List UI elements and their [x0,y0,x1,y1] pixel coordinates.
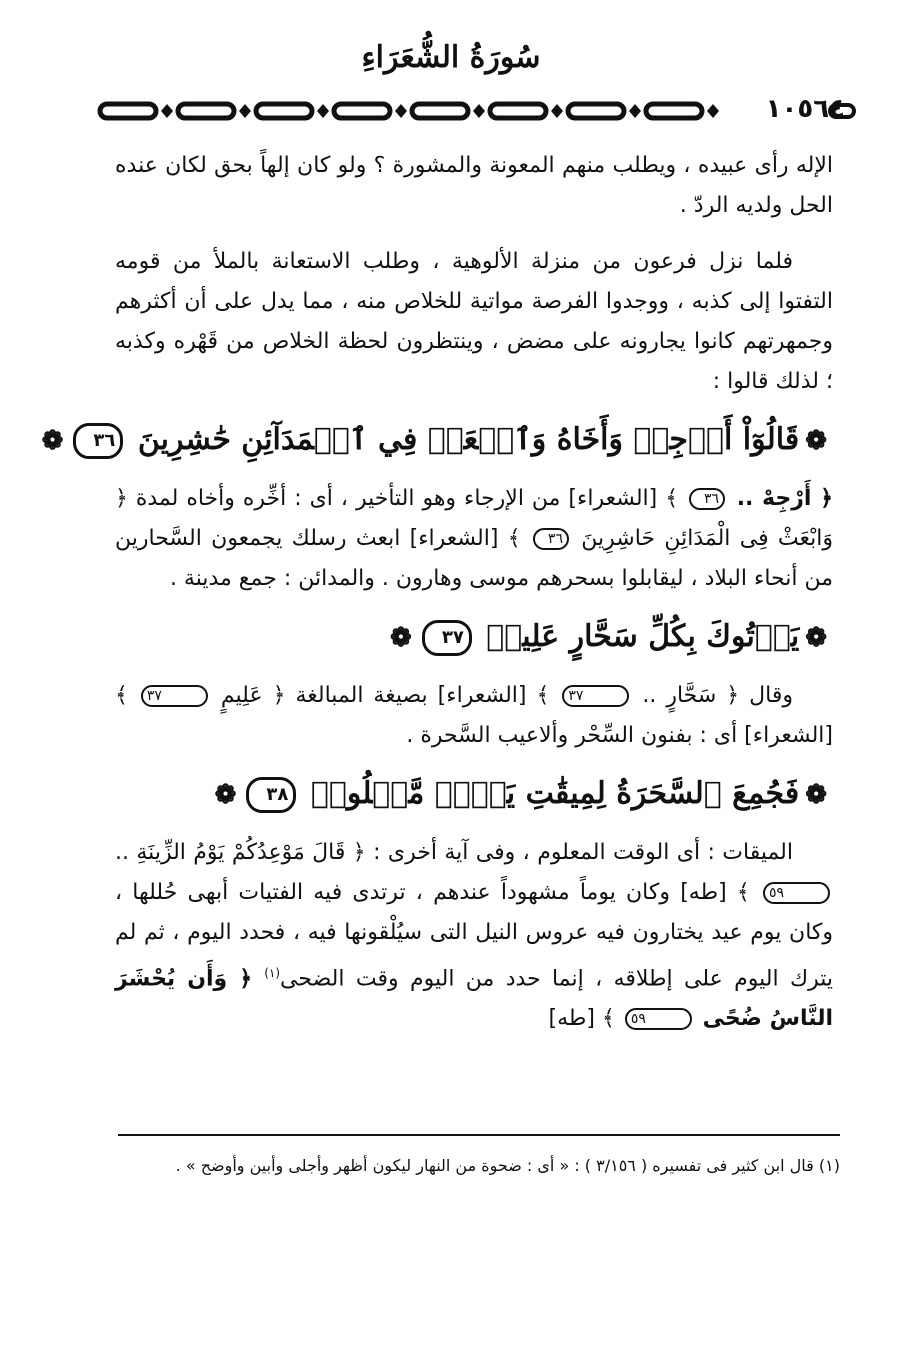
verse-ornament-icon: ❁ [805,426,827,456]
quote-segment: ﴿ وَأَن يُحْشَرَ النَّاسُ ضُحًى [115,966,833,1032]
text-segment: ﴾ [الشعراء] بصيغة المبالغة ﴿ عَلِيمٍ [210,683,560,708]
verse-ornament-icon: ❁ [805,780,827,810]
paragraph-3 [115,479,833,599]
quran-verse-37 [115,609,833,666]
text-segment: ﴾ [الشعراء] أى : بفنون السِّحْر وألاعيب السَّحرة . [115,683,833,748]
quran-verse-38 [115,766,833,823]
verse-ornament-icon: ❁ [390,623,412,653]
text-segment: ﴾ [طه] [548,1006,622,1032]
verse-ornament-icon: ❁ [214,780,237,810]
footnote: (١) قال ابن كثير فى تفسيره ( ٣/١٥٦ ) : « أى : ضحوة من النهار ليكون أظهر وأجلى وأبين وأوضح » . [175,1156,840,1175]
page-number: ١٠٥٦٤ [765,94,845,124]
footnote-marker: (١) [264,966,281,980]
text-segment: ﴾ [طه] وكان يوماً مشهوداً عندهم ، ترتدى فيه الفتيات أبهى حُللها ، وكان يوم عيد يختارون فيه عروس النيل التى سيُلْقونها فيه ، فحدد اليوم ، ثم لم يترك اليوم على إطلاقه ، إنما حدد من اليوم وقت الضحى [115,880,833,992]
decorative-chain-rule [96,98,736,124]
text-segment: ﴾ [الشعراء] من الإرجاء وهو التأخير ، أى : أخِّره وأخاه لمدة ﴿ وَابْعَثْ فِى الْمَدَائِنِ حَاشِرِينَ [115,486,833,551]
paragraph-2: فلما نزل فرعون من منزلة الألوهية ، وطلب الاستعانة بالملأ من قومه التفتوا إلى كذبه ، ووجدوا الفرصة مواتية للخلاص منه ، مما يدل على أن أكثرهم وجمهرتهم كانوا يجارونه على مضض ، وينتظرون لحظة الخلاص من قَهْره وكذبه ؛ لذلك قالوا : [115,249,833,394]
quote-segment: ﴿ أَرْجِهْ .. [728,486,833,511]
paragraph-1: الإله رأى عبيده ، ويطلب منهم المعونة والمشورة ؟ ولو كان إلهاً بحق لكان عنده الحل ولديه الردّ . [115,153,833,218]
verse-ornament-icon: ❁ [41,426,64,456]
page-number-ornament [828,102,858,120]
ayah-number-37: ٣٧ [422,620,472,656]
ayah-ref-number: ٣٧ [141,685,208,707]
surah-title: سُورَةُ الشُّعَرَاءِ [361,40,541,75]
verse-ornament-icon: ❁ [805,623,827,653]
quran-verse-36 [41,412,833,469]
verse-38-text: فَجُمِعَ ٱلسَّحَرَةُ لِمِيقَٰتِ يَوۡمٖ مَّعۡلُومٖ [310,776,800,811]
verse-37-text: يَأۡتُوكَ بِكُلِّ سَحَّارٍ عَلِيمٖ [486,619,800,654]
ayah-ref-number: ٥٩ [625,1008,692,1030]
footnote-divider [118,1134,840,1136]
verse-36-text: قَالُوٓاْ أَرۡجِهۡ وَأَخَاهُ وَٱبۡعَثۡ فِي ٱلۡمَدَآئِنِ حَٰشِرِينَ [137,422,800,457]
text-segment: الميقات : أى الوقت المعلوم ، وفى آية أخرى : ﴿ قَالَ مَوْعِدُكُمْ يَوْمُ الزِّينَةِ .. [115,840,793,865]
ayah-ref-number: ٣٦ [689,488,725,510]
paragraph-4 [115,676,833,756]
paragraph-5 [115,833,833,1039]
commentary-body [41,146,833,1039]
ayah-ref-number: ٣٧ [562,685,629,707]
ayah-ref-number: ٥٩ [763,882,830,904]
text-segment: وقال ﴿ سَحَّارٍ .. [632,683,793,708]
ayah-ref-number: ٣٦ [533,528,569,550]
text-segment: ﴾ [الشعراء] ابعث رسلك يجمعون السَّحارين من أنحاء البلاد ، ليقابلوا بسحرهم موسى وهارون . والمدائن : جمع مدينة . [115,526,833,591]
ayah-number-36: ٣٦ [73,423,123,459]
ayah-number-38: ٣٨ [246,777,296,813]
